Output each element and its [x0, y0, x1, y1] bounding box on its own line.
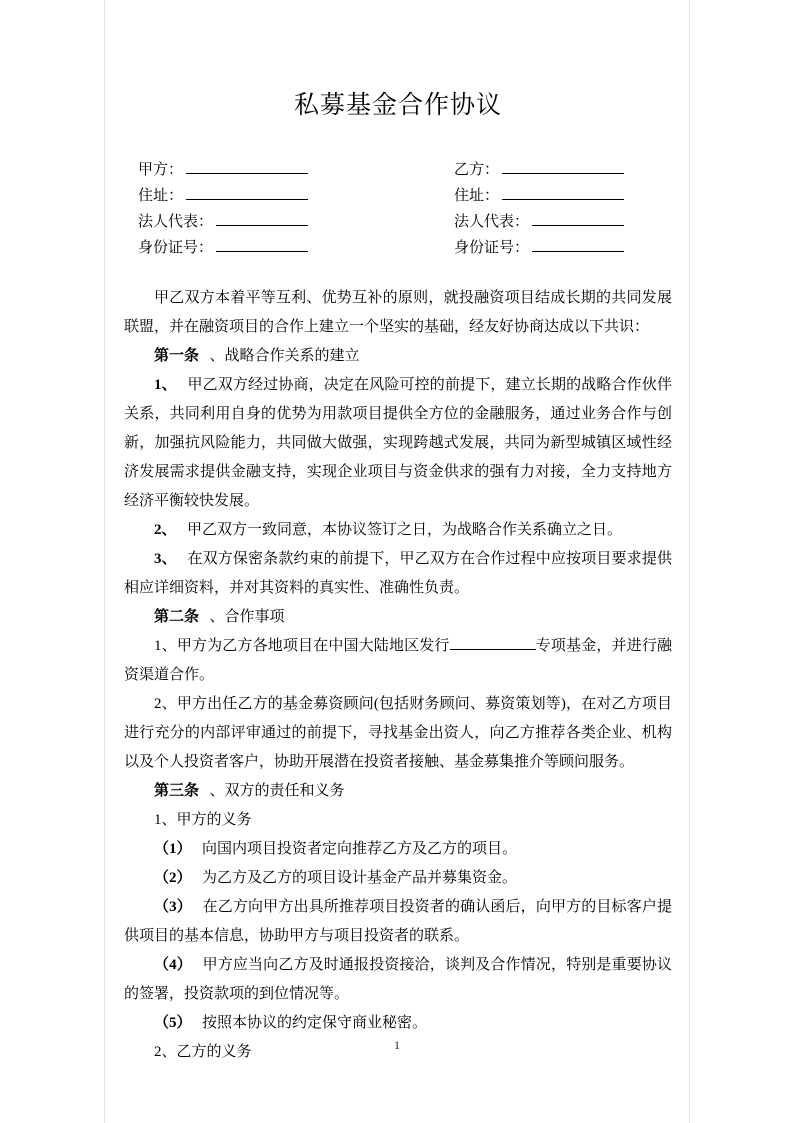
article-2-item-2 — [124, 690, 672, 777]
party-b-address-row — [454, 184, 719, 210]
party-a-address-field[interactable] — [186, 186, 308, 200]
page-content — [124, 0, 672, 1067]
page-edge-left — [104, 0, 105, 1123]
article-2-item-1-text-before: 甲方为乙方各地项目在中国大陆地区发行 — [176, 638, 450, 654]
party-b-name-field[interactable] — [502, 160, 624, 174]
article-3-subsection-1-heading — [124, 806, 672, 835]
article-3-number: 第三条 — [154, 783, 200, 799]
article-3-sub-1-item-5-number: （5） — [154, 1015, 192, 1031]
party-a-legal-rep-field[interactable] — [216, 212, 308, 226]
party-b-id-label: 身份证号： — [454, 240, 530, 256]
article-3-sub-1-item-3-number: （3） — [154, 899, 192, 915]
article-1-item-2-text: 甲乙双方一致同意，本协议签订之日，为战略合作关系确立之日。 — [187, 522, 623, 538]
article-3-subsection-1-number: 1、 — [154, 812, 177, 828]
article-3-sub-1-item-4 — [124, 951, 672, 1009]
article-1-item-1 — [124, 371, 672, 516]
article-3-sub-1-item-1 — [124, 835, 672, 864]
party-a-name-label: 甲方： — [138, 162, 184, 178]
document-body — [124, 284, 672, 1067]
party-a-address-label: 住址： — [138, 188, 184, 204]
party-b-column — [454, 158, 719, 262]
article-2-item-1 — [124, 632, 672, 690]
article-2-item-2-text: 甲方出任乙方的基金募资顾问(包括财务顾问、募资策划等)，在对乙方项目进行充分的内部评审通过的前提下，寻找基金出资人，向乙方推荐各类企业、机构以及个人投资者客户，协助开展潜在投资者接触、基金募集推介等顾问服务。 — [124, 696, 672, 770]
article-2-item-1-number: 1、 — [154, 638, 177, 654]
article-3-heading — [124, 777, 672, 806]
party-b-id-row — [454, 236, 719, 262]
article-3-separator: 、 — [209, 783, 225, 799]
party-b-address-label: 住址： — [454, 188, 500, 204]
article-1-item-1-number: 1、 — [154, 377, 177, 393]
article-3-sub-1-item-4-text: 甲方应当向乙方及时通报投资接洽，谈判及合作情况，特别是重要协议的签署，投资款项的到位情况等。 — [124, 957, 672, 1002]
parties-block — [124, 158, 672, 262]
article-2-item-1-text-after: 专项基金，并进行融资渠道合作。 — [124, 638, 672, 683]
party-b-legal-rep-field[interactable] — [532, 212, 624, 226]
article-3-sub-1-item-2-number: （2） — [154, 870, 192, 886]
article-3-sub-1-item-5-text: 按照本协议的约定保守商业秘密。 — [202, 1015, 428, 1031]
preamble-paragraph: 甲乙双方本着平等互利、优势互补的原则，就投融资项目结成长期的共同发展联盟，并在融资项目的合作上建立一个坚实的基础，经友好协商达成以下共识： — [124, 290, 672, 335]
page-number: 1 — [394, 1038, 400, 1052]
article-2-title: 合作事项 — [224, 609, 285, 625]
article-3-sub-1-item-3-text: 在乙方向甲方出具所推荐项目投资者的确认函后，向甲方的目标客户提供项目的基本信息，协助甲方与项目投资者的联系。 — [124, 899, 672, 944]
party-a-id-row — [138, 236, 403, 262]
article-1-item-3 — [124, 545, 672, 603]
article-1-separator: 、 — [209, 348, 225, 364]
article-3-sub-1-item-4-number: （4） — [154, 957, 192, 973]
article-3-subsection-1-title: 甲方的义务 — [176, 812, 252, 828]
article-1-item-2-number: 2、 — [154, 522, 177, 538]
article-3-title: 双方的责任和义务 — [224, 783, 345, 799]
article-1-item-2 — [124, 516, 672, 545]
article-1-item-3-number: 3、 — [154, 551, 177, 567]
party-a-legal-rep-label: 法人代表： — [138, 214, 214, 230]
article-1-heading — [124, 342, 672, 371]
article-3-subsection-2-number: 2、 — [154, 1044, 177, 1060]
document-title: 私募基金合作协议 — [293, 91, 502, 119]
party-b-legal-rep-row — [454, 210, 719, 236]
article-3-sub-1-item-1-number: （1） — [154, 841, 192, 857]
party-a-name-field[interactable] — [186, 160, 308, 174]
article-1-number: 第一条 — [154, 348, 200, 364]
article-2-item-2-number: 2、 — [154, 696, 177, 712]
party-a-id-field[interactable] — [216, 238, 308, 252]
article-1-item-1-text: 甲乙双方经过协商，决定在风险可控的前提下，建立长期的战略合作伙伴关系，共同利用自身的优势为用款项目提供全方位的金融服务，通过业务合作与创新，加强抗风险能力，共同做大做强，实现跨越式发展，共同为新型城镇区域性经济发展需求提供金融支持，实现企业项目与资金供求的强有力对接，全力支持地方经济平衡较快发展。 — [124, 377, 672, 509]
article-1-title: 战略合作关系的建立 — [224, 348, 360, 364]
party-b-legal-rep-label: 法人代表： — [454, 214, 530, 230]
article-3-sub-1-item-1-text: 向国内项目投资者定向推荐乙方及乙方的项目。 — [202, 841, 518, 857]
party-a-address-row — [138, 184, 403, 210]
article-3-sub-1-item-3 — [124, 893, 672, 951]
article-2-heading — [124, 603, 672, 632]
article-3-sub-1-item-5 — [124, 1009, 672, 1038]
party-a-id-label: 身份证号： — [138, 240, 214, 256]
party-a-legal-rep-row — [138, 210, 403, 236]
party-b-id-field[interactable] — [532, 238, 624, 252]
article-1-item-3-text: 在双方保密条款约束的前提下，甲乙双方在合作过程中应按项目要求提供相应详细资料，并对其资料的真实性、准确性负责。 — [124, 551, 672, 596]
article-3-sub-1-item-2-text: 为乙方及乙方的项目设计基金产品并募集资金。 — [202, 870, 518, 886]
article-2-separator: 、 — [209, 609, 225, 625]
party-b-address-field[interactable] — [502, 186, 624, 200]
article-3-subsection-2-title: 乙方的义务 — [176, 1044, 252, 1060]
article-2-number: 第二条 — [154, 609, 200, 625]
special-fund-name-field[interactable] — [450, 636, 536, 650]
party-a-name-row — [138, 158, 403, 184]
party-b-name-row — [454, 158, 719, 184]
party-b-name-label: 乙方： — [454, 162, 500, 178]
article-3-sub-1-item-2 — [124, 864, 672, 893]
party-a-column — [138, 158, 403, 262]
